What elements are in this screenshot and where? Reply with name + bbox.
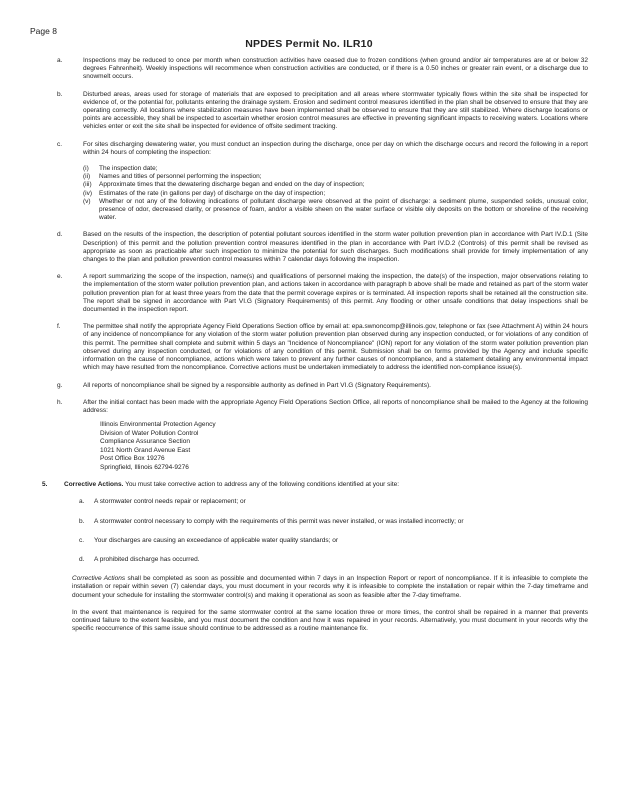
item-label: d.	[57, 231, 63, 239]
item-h-body	[83, 399, 588, 472]
paragraph-completion	[72, 575, 588, 600]
item-text: After the initial contact has been made with the appropriate Agency Field Operations Section Office, all reports of noncompliance shall be mailed to the Agency at the following address:	[83, 398, 588, 414]
item-text: Disturbed areas, areas used for storage of materials that are exposed to precipitation and all areas where stormwater typically flows within the site shall be inspected for evidence of, or the potential for, pollutants entering the drainage system. Erosion and sediment control measures identified in the plan shall be observed to ensure that they are operating correctly. All locations where stabilization measures have been implemented shall be observed to ensure that they are still stabilized. Where discharge locations or points are accessible, they shall be inspected to ascertain whether erosion control measures are effective in preventing significant impacts to receiving waters. Locations where vehicles enter or exit the site shall be inspected for evidence of offsite sediment tracking.	[83, 90, 588, 131]
item-label: e.	[57, 273, 63, 281]
item-text: A stormwater control needs repair or replacement; or	[94, 498, 246, 506]
sublist-item	[83, 198, 588, 223]
sublist-label: (iii)	[83, 181, 92, 189]
paragraph-text: shall be completed as soon as possible and documented within 7 days in an Inspection Report or report of noncompliance. If it is infeasible to complete the installation or repair within seven (7) calendar days, you must document in your records why it is infeasible to complete the installation or repair within the 7-day timeframe and document your schedule for installing the stormwater control(s) and making it operational as soon as feasible after the 7-day timeframe.	[72, 575, 589, 599]
document-title: NPDES Permit No. ILR10	[245, 38, 373, 50]
list-item	[50, 141, 588, 223]
item-label: c.	[57, 140, 63, 148]
mailing-address	[100, 421, 588, 472]
item-label: f.	[57, 323, 61, 331]
corrective-item	[72, 537, 588, 545]
item-label: b.	[57, 90, 63, 98]
list-item	[50, 382, 588, 390]
address-line: Springfield, Illinois 62794-9276	[100, 463, 189, 471]
sublist-label: (iv)	[83, 189, 93, 197]
item-label: c.	[79, 536, 85, 544]
item-text: A prohibited discharge has occurred.	[94, 555, 200, 563]
item-label: b.	[79, 517, 85, 525]
list-item	[50, 231, 588, 264]
item-text: The permittee shall notify the appropriate Agency Field Operations Section office by email at: epa.swnoncomp@illinois.gov, telephone or fax (see Attachment A) within 24 hours of any incidence of noncompliance for any violation of the storm water pollution prevention plan observed during any inspection conducted, or for violations of any condition of this permit. The permittee shall complete and submit within 5 days an "Incidence of Noncompliance" (ION) report for any violation of the storm water pollution prevention plan observed during any inspection conducted, or for violations of any condition of this permit. Submission shall be on forms provided by the Agency and include specific information on the cause of noncompliance, actions which were taken to prevent any further causes of noncompliance, and a statement detailing any environmental impact which may have resulted from the noncompliance. Corrective actions must be undertaken immediately to address the identified non-compliance issue(s).	[83, 323, 588, 372]
sublist-label: (ii)	[83, 173, 91, 181]
document-body	[42, 57, 589, 642]
address-line: Compliance Assurance Section	[100, 438, 190, 446]
address-line: 1021 North Grand Avenue East	[100, 446, 191, 454]
list-item	[50, 57, 588, 82]
sublist-item	[83, 181, 588, 189]
item-text: Your discharges are causing an exceedance of applicable water quality standards; or	[94, 536, 339, 544]
item-label: g.	[57, 381, 63, 389]
sublist-text: Approximate times that the dewatering discharge began and ended on the day of inspection;	[99, 181, 365, 189]
sublist-item	[83, 190, 588, 198]
page-number: Page 8	[30, 26, 57, 36]
list-item	[50, 399, 588, 472]
inspection-sublist	[83, 165, 588, 222]
item-label: d.	[79, 555, 85, 563]
item-label: a.	[79, 498, 85, 506]
sublist-text: Estimates of the rate (in gallons per day) of discharge on the day of inspection;	[99, 189, 326, 197]
corrective-item	[72, 518, 588, 526]
address-line: Post Office Box 19276	[100, 455, 165, 463]
address-line: Division of Water Pollution Control	[100, 429, 199, 437]
address-line: Illinois Environmental Protection Agency	[100, 421, 216, 429]
sublist-item	[83, 173, 588, 181]
section-intro	[64, 481, 399, 489]
section-text: You must take corrective action to address any of the following conditions identified at your site:	[125, 481, 400, 489]
section-heading: Corrective Actions.	[64, 481, 124, 489]
sublist-label: (i)	[83, 165, 89, 173]
list-item	[50, 91, 588, 132]
list-item	[50, 323, 588, 372]
list-item	[50, 273, 588, 314]
section-corrective-actions	[42, 481, 588, 489]
item-c-body	[83, 141, 588, 223]
corrective-item	[72, 498, 588, 506]
paragraph-italic-lead: Corrective Actions	[72, 575, 126, 583]
item-text: A report summarizing the scope of the inspection, name(s) and qualifications of personnel making the inspection, the date(s) of the inspection, major observations relating to the implementation of the storm water pollution prevention plan, and actions taken in accordance with paragraph b above shall be made and retained as part of the storm water pollution prevention plan for at least three years from the date that the permit coverage expires or is terminated. All inspection reports shall be retained all the construction site. The report shall be signed in accordance with Part VI.G (Signatory Requirements) of this permit. Any flooding or other unsafe conditions that delay inspections shall be documented in the inspection report.	[83, 273, 588, 314]
item-text: Based on the results of the inspection, the description of potential pollutant sources identified in the storm water pollution prevention plan in accordance with Part IV.D.1 (Site Description) of this permit and the pollution prevention control measures identified in the plan in accordance with Part IV.D.2 (Controls) of this permit shall be revised as appropriate as soon as practicable after such inspection to minimize the potential for such discharges. Such modifications shall provide for timely implementation of any changes to the plan and pollution prevention control measures within 7 calendar days following the inspection.	[83, 231, 588, 264]
item-text: A stormwater control necessary to comply with the requirements of this permit was never installed, or was installed incorrectly; or	[94, 517, 464, 525]
sublist-text: The inspection date;	[99, 165, 158, 173]
sublist-item	[83, 165, 588, 173]
item-text: Inspections may be reduced to once per month when construction activities have ceased due to frozen conditions (when ground and/or air temperatures are at or below 32 degrees Fahrenheit). Weekly inspections will recommence when construction activities are conducted, or if there is a 0.50 inches or greater rain event, or a discharge due to snowmelt occurs.	[83, 57, 588, 81]
item-text: For sites discharging dewatering water, you must conduct an inspection during the discharge, once per day on which the discharge occurs and record the following in a report within 24 hours of completing the inspection:	[83, 140, 588, 156]
sublist-text: Names and titles of personnel performing the inspection;	[99, 173, 262, 181]
sublist-label: (v)	[83, 197, 91, 205]
section-number: 5.	[42, 481, 48, 489]
corrective-item	[72, 556, 588, 564]
sublist-text: Whether or not any of the following indications of pollutant discharge were observed at the point of discharge: a sediment plume, suspended solids, unusual color, presence of odor, decreased clarity, or presence of foam, and/or a visible sheen on the water surface or visible oily deposits on the bottom or shoreline of the receiving water.	[99, 197, 588, 222]
item-label: a.	[57, 57, 63, 64]
item-text: All reports of noncompliance shall be signed by a responsible authority as defined in Part VI.G (Signatory Requirements).	[83, 381, 431, 389]
item-label: h.	[57, 398, 63, 406]
paragraph-maintenance: In the event that maintenance is required for the same stormwater control at the same location three or more times, the control shall be repaired in a manner that prevents continued failure to the extent feasible, and you must document the condition and how it was repaired in your records. Alternatively, you must document in your records why the specific reoccurrence of this same issue should continue to be addressed as a routine maintenance fix.	[72, 608, 588, 633]
